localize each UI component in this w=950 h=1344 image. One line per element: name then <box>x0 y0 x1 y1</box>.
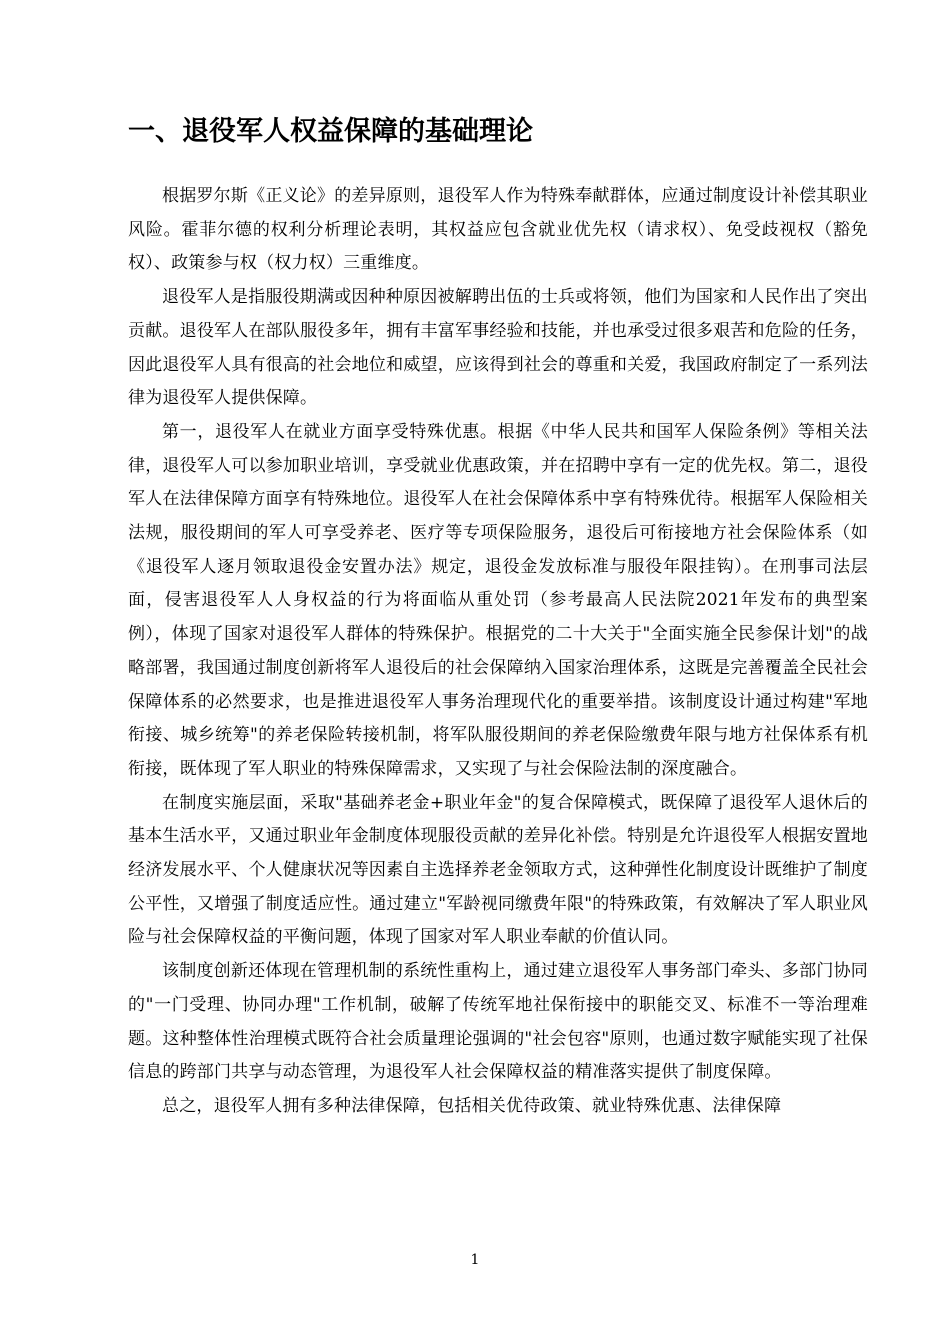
paragraph-theory: 根据罗尔斯《正义论》的差异原则，退役军人作为特殊奉献群体，应通过制度设计补偿其职业风险。霍菲尔德的权利分析理论表明，其权益应包含就业优先权（请求权）、免受歧视权（豁免权）、政策参与权（权力权）三重维度。 <box>128 186 868 274</box>
paragraph-implementation: 在制度实施层面，采取"基础养老金+职业年金"的复合保障模式，既保障了退役军人退休后的基本生活水平，又通过职业年金制度体现服役贡献的差异化补偿。特别是允许退役军人根据安置地经济发展水平、个人健康状况等因素自主选择养老金领取方式，这种弹性化制度设计既维护了制度公平性，又增强了制度适应性。通过建立"军龄视同缴费年限"的特殊政策，有效解决了军人职业风险与社会保障权益的平衡问题，体现了国家对军人职业奉献的价值认同。 <box>128 792 868 948</box>
paragraph-employment-and-security: 第一，退役军人在就业方面享受特殊优惠。根据《中华人民共和国军人保险条例》等相关法律，退役军人可以参加职业培训，享受就业优惠政策，并在招聘中享有一定的优先权。第二，退役军人在法律保障方面享有特殊地位。退役军人在社会保障体系中享有特殊优待。根据军人保险相关法规，服役期间的军人可享受养老、医疗等专项保险服务，退役后可衔接地方社会保险体系（如《退役军人逐月领取退役金安置办法》规定，退役金发放标准与服役年限挂钩）。在刑事司法层面，侵害退役军人人身权益的行为将面临从重处罚（参考最高人民法院2021年发布的典型案例），体现了国家对退役军人群体的特殊保护。根据党的二十大关于"全面实施全民参保计划"的战略部署，我国通过制度创新将军人退役后的社会保障纳入国家治理体系，这既是完善覆盖全民社会保障体系的必然要求，也是推进退役军人事务治理现代化的重要举措。该制度设计通过构建"军地衔接、城乡统筹"的养老保险转接机制，将军队服役期间的养老保险缴费年限与地方社保体系有机衔接，既体现了军人职业的特殊保障需求，又实现了与社会保险法制的深度融合。 <box>128 421 868 779</box>
paragraph-definition: 退役军人是指服役期满或因种种原因被解聘出伍的士兵或将领，他们为国家和人民作出了突出贡献。退役军人在部队服役多年，拥有丰富军事经验和技能，并也承受过很多艰苦和危险的任务，因此退役军人具有很高的社会地位和威望，应该得到社会的尊重和关爱，我国政府制定了一系列法律为退役军人提供保障。 <box>128 287 868 409</box>
page-number: 1 <box>470 1252 480 1268</box>
paragraph-management-mechanism: 该制度创新还体现在管理机制的系统性重构上，通过建立退役军人事务部门牵头、多部门协同的"一门受理、协同办理"工作机制，破解了传统军地社保衔接中的职能交叉、标准不一等治理难题。这种整体性治理模式既符合社会质量理论强调的"社会包容"原则，也通过数字赋能实现了社保信息的跨部门共享与动态管理，为退役军人社会保障权益的精准落实提供了制度保障。 <box>128 961 868 1083</box>
body-text <box>128 180 868 1124</box>
paragraph-summary: 总之，退役军人拥有多种法律保障，包括相关优待政策、就业特殊优惠、法律保障 <box>162 1095 782 1116</box>
section-heading: 一、退役军人权益保障的基础理论 <box>128 116 533 147</box>
